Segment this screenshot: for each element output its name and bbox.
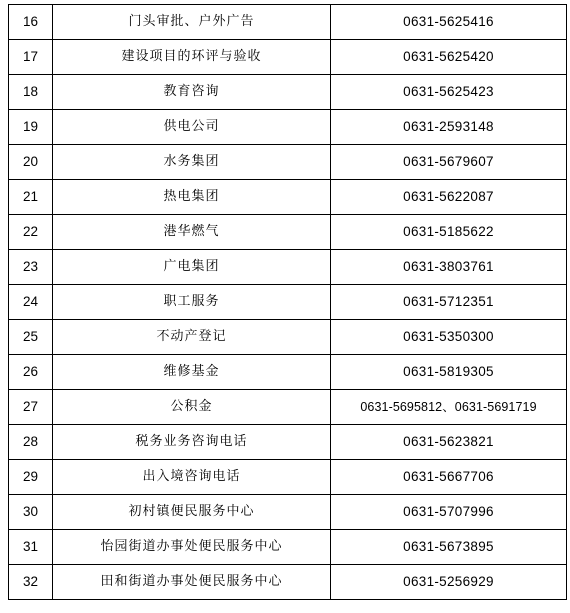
phone-number: 0631-5350300 [331, 320, 567, 355]
phone-number: 0631-5819305 [331, 355, 567, 390]
service-name: 怡园街道办事处便民服务中心 [53, 530, 331, 565]
table-row [9, 495, 567, 530]
table-row [9, 425, 567, 460]
table-row [9, 355, 567, 390]
phone-number: 0631-5707996 [331, 495, 567, 530]
service-name: 港华燃气 [53, 215, 331, 250]
row-number: 23 [9, 250, 53, 285]
table-row [9, 565, 567, 600]
row-number: 27 [9, 390, 53, 425]
contact-table-container [8, 4, 566, 600]
row-number: 30 [9, 495, 53, 530]
service-name: 教育咨询 [53, 75, 331, 110]
phone-number: 0631-3803761 [331, 250, 567, 285]
service-name: 不动产登记 [53, 320, 331, 355]
row-number: 29 [9, 460, 53, 495]
phone-number: 0631-5712351 [331, 285, 567, 320]
row-number: 20 [9, 145, 53, 180]
phone-number: 0631-5623821 [331, 425, 567, 460]
service-name: 初村镇便民服务中心 [53, 495, 331, 530]
phone-number: 0631-5695812、0631-5691719 [331, 390, 567, 425]
phone-number: 0631-5185622 [331, 215, 567, 250]
service-name: 广电集团 [53, 250, 331, 285]
row-number: 21 [9, 180, 53, 215]
phone-number: 0631-5673895 [331, 530, 567, 565]
row-number: 24 [9, 285, 53, 320]
table-row [9, 285, 567, 320]
row-number: 22 [9, 215, 53, 250]
table-row [9, 530, 567, 565]
table-row [9, 180, 567, 215]
table-row [9, 215, 567, 250]
table-row [9, 5, 567, 40]
table-row [9, 460, 567, 495]
contact-table [8, 4, 567, 600]
service-name: 职工服务 [53, 285, 331, 320]
service-name: 出入境咨询电话 [53, 460, 331, 495]
row-number: 32 [9, 565, 53, 600]
phone-number: 0631-5625416 [331, 5, 567, 40]
table-row [9, 390, 567, 425]
service-name: 供电公司 [53, 110, 331, 145]
phone-number: 0631-5625423 [331, 75, 567, 110]
row-number: 17 [9, 40, 53, 75]
service-name: 热电集团 [53, 180, 331, 215]
row-number: 19 [9, 110, 53, 145]
phone-number: 0631-5625420 [331, 40, 567, 75]
phone-number: 0631-5679607 [331, 145, 567, 180]
phone-number: 0631-5667706 [331, 460, 567, 495]
row-number: 31 [9, 530, 53, 565]
service-name: 田和街道办事处便民服务中心 [53, 565, 331, 600]
service-name: 税务业务咨询电话 [53, 425, 331, 460]
row-number: 18 [9, 75, 53, 110]
row-number: 25 [9, 320, 53, 355]
table-row [9, 145, 567, 180]
service-name: 维修基金 [53, 355, 331, 390]
service-name: 公积金 [53, 390, 331, 425]
table-row [9, 250, 567, 285]
table-row [9, 75, 567, 110]
row-number: 28 [9, 425, 53, 460]
phone-number: 0631-5622087 [331, 180, 567, 215]
service-name: 建设项目的环评与验收 [53, 40, 331, 75]
table-row [9, 40, 567, 75]
phone-number: 0631-2593148 [331, 110, 567, 145]
row-number: 16 [9, 5, 53, 40]
service-name: 门头审批、户外广告 [53, 5, 331, 40]
row-number: 26 [9, 355, 53, 390]
service-name: 水务集团 [53, 145, 331, 180]
table-row [9, 320, 567, 355]
phone-number: 0631-5256929 [331, 565, 567, 600]
table-row [9, 110, 567, 145]
